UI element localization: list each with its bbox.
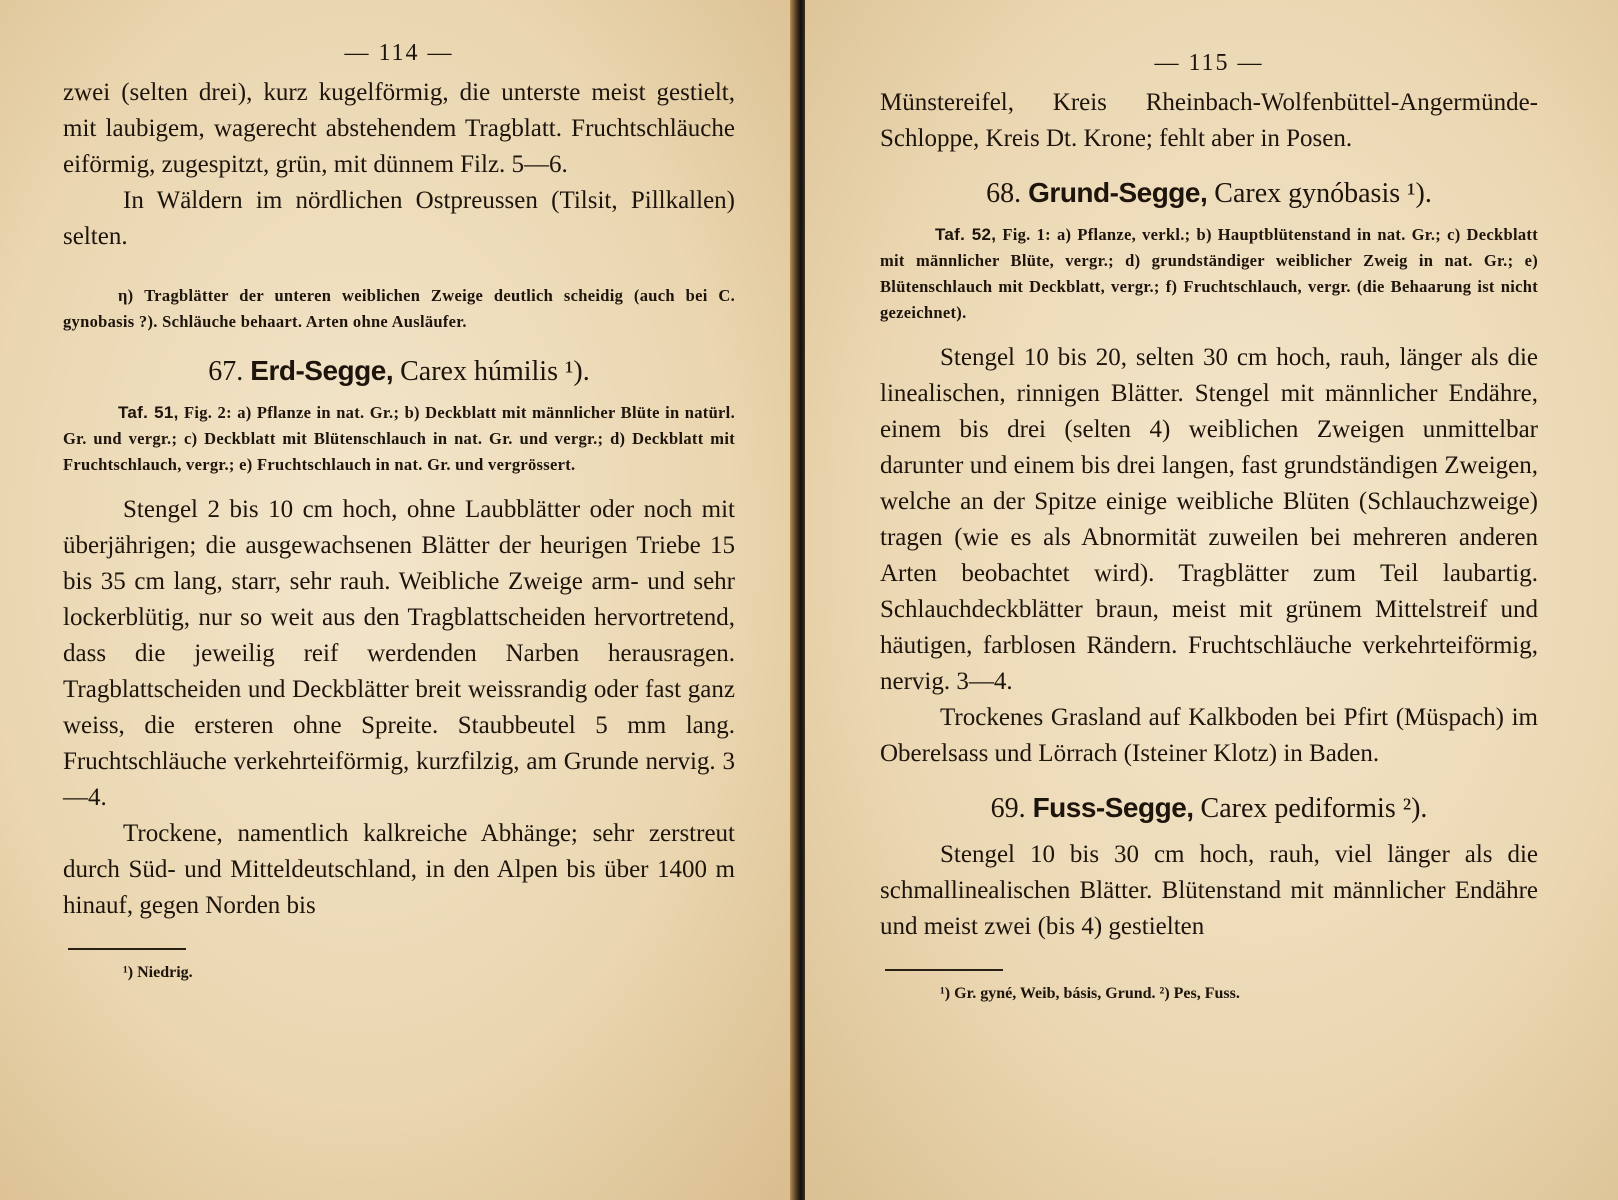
species-heading <box>63 355 735 388</box>
footnote: ¹) Niedrig. <box>123 964 193 981</box>
plate-text: Fig. 1: a) Pflanze, verkl.; b) Hauptblütenstand in nat. Gr.; c) Deckblatt mit männlicher Blüte, vergr.; d) grundständiger weiblicher Zweig in nat. Gr.; e) Blütenschlauch mit Deckblatt, vergr.; f) Fruchtschlauch, vergr. (die Behaarung ist nicht gezeichnet). <box>880 225 1538 322</box>
species-latin-name: Carex húmilis ¹). <box>400 356 590 387</box>
page-number: — 115 — <box>1154 50 1264 76</box>
species-description: Stengel 10 bis 20, selten 30 cm hoch, rauh, länger als die linealischen, rinnigen Blätter. Stengel mit männlicher Endähre, einem bis drei (selten 4) weiblichen Zweigen unmittelbar darunter und einem bis drei langen, fast grundständigen Zweigen, welche an der Spitze einige weibliche Blüten (Schlauchzweige) tragen (wie es als Abnormität zuweilen bei mehreren anderen Arten beobachtet wird). Tragblätter zum Teil laubartig. Schlauchdeckblätter braun, meist mit grünem Mittelstreif und häutigen, farblosen Rändern. Fruchtschläuche verkehrteiförmig, nervig. 3—4. <box>880 344 1538 695</box>
species-german-name: Fuss-Segge, <box>1032 792 1194 823</box>
species-number: 67. <box>208 356 244 387</box>
page-number: — 114 — <box>344 40 454 66</box>
species-latin-name: Carex pediformis ²). <box>1200 793 1428 824</box>
plate-label: Taf. 52, <box>935 225 997 244</box>
plate-caption <box>63 400 735 478</box>
species-number: 69. <box>990 793 1026 824</box>
species-latin-name: Carex gynóbasis ¹). <box>1214 178 1432 209</box>
species-description: Stengel 2 bis 10 cm hoch, ohne Laubblätter oder noch mit überjährigen; die ausgewachsenen Blätter der heurigen Triebe 15 bis 35 cm lang, starr, sehr rauh. Weibliche Zweige arm- und sehr lockerblütig, nur so weit aus den Tragblattscheiden hervortretend, dass die jeweilig reif werdenden Narben herausragen. Tragblattscheiden und Deckblätter breit weissrandig oder fast ganz weiss, die ersteren ohne Spreite. Staubbeutel 5 mm lang. Fruchtschläuche verkehrteiförmig, kurzfilzig, am Grunde nervig. 3—4. <box>63 496 735 811</box>
plate-text: Fig. 2: a) Pflanze in nat. Gr.; b) Deckblatt mit männlicher Blüte in natürl. Gr. und vergr.; c) Deckblatt mit Blütenschlauch in nat. Gr. und vergr.; d) Deckblatt mit Fruchtschlauch, vergr.; e) Fruchtschlauch in nat. Gr. und vergrössert. <box>63 403 735 474</box>
species-german-name: Grund-Segge, <box>1028 177 1208 208</box>
species-description: Stengel 10 bis 30 cm hoch, rauh, viel länger als die schmallinealischen Blätter. Blütenstand mit männlicher Endähre und meist zwei (bis 4) gestielten <box>880 841 1538 940</box>
key-note: η) Tragblätter der unteren weiblichen Zweige deutlich scheidig (auch bei C. gynobasis ?). Schläuche behaart. Arten ohne Ausläufer. <box>63 286 735 331</box>
footnote: ¹) Gr. gyné, Weib, básis, Grund. ²) Pes, Fuss. <box>940 985 1240 1002</box>
species-habitat: Trockene, namentlich kalkreiche Abhänge; sehr zerstreut durch Süd- und Mitteldeutschland, in den Alpen bis über 1400 m hinauf, gegen Norden bis <box>63 820 735 919</box>
right-page <box>805 0 1618 1200</box>
plate-label: Taf. 51, <box>118 403 179 422</box>
species-german-name: Erd-Segge, <box>250 355 394 386</box>
species-number: 68. <box>986 178 1022 209</box>
plate-caption <box>880 222 1538 326</box>
paragraph: In Wäldern im nördlichen Ostpreussen (Tilsit, Pillkallen) selten. <box>63 187 735 250</box>
left-page <box>0 0 795 1200</box>
species-habitat: Trockenes Grasland auf Kalkboden bei Pfirt (Müspach) im Oberelsass und Lörrach (Isteiner Klotz) in Baden. <box>880 704 1538 767</box>
paragraph: zwei (selten drei), kurz kugelförmig, die unterste meist gestielt, mit laubigem, wagerecht abstehendem Tragblatt. Fruchtschläuche eiförmig, zugespitzt, grün, mit dünnem Filz. 5—6. <box>63 79 735 178</box>
species-heading <box>880 177 1538 210</box>
footnote-rule <box>885 969 1003 971</box>
species-heading <box>880 792 1538 825</box>
footnote-rule <box>68 948 186 950</box>
paragraph: Münstereifel, Kreis Rheinbach-Wolfenbüttel-Angermünde-Schloppe, Kreis Dt. Krone; fehlt aber in Posen. <box>880 89 1538 152</box>
